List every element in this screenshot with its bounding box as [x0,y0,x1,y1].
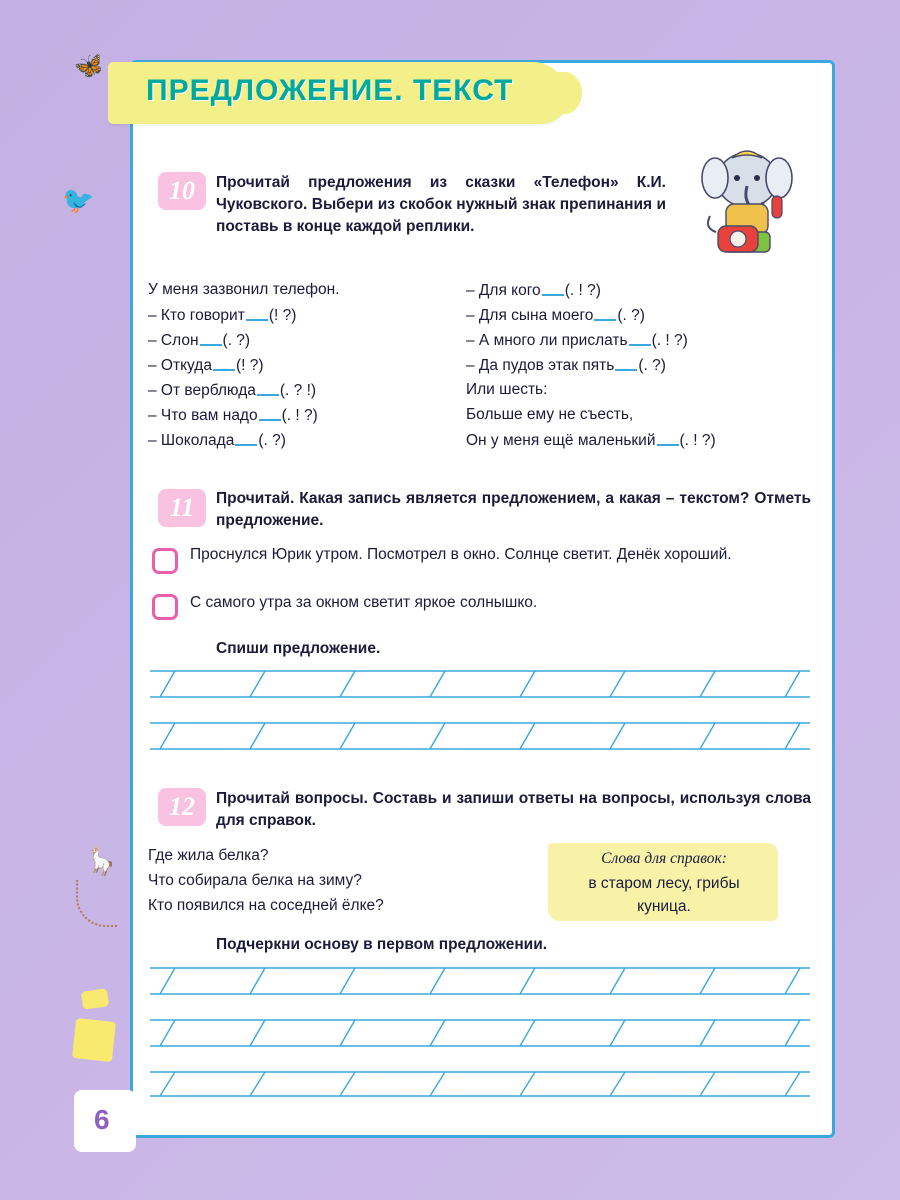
task-10-left-line-2: – Кто говорит (! ?) [148,307,297,324]
checkbox-option-1[interactable] [152,548,178,574]
word-bank-line-1: в старом лесу, грибы [588,875,740,892]
elephant-with-telephone-icon [690,140,805,260]
word-bank-line-2: куница. [637,898,691,915]
task-12-question-1: Где жила белка? [148,847,269,864]
task-12-question-3: Кто появился на соседней ёлке? [148,897,384,914]
task-10-left-line-4: – Откуда (! ?) [148,357,264,374]
task-11-instruction: Прочитай. Какая запись является предложением, а какая – текстом? Отметь предложение. [216,490,811,529]
task-10-left-line-7: – Шоколада (. ?) [148,432,286,449]
task-badge-12: 12 [158,788,206,826]
task-10-right-line-5: Или шесть: [466,381,548,398]
task-10-left-line-1: У меня зазвонил телефон. [148,281,340,298]
dotted-trail-decor [76,880,118,927]
word-bank-title: Слова для справок: [601,850,727,867]
task-10-right-line-4: – Да пудов этак пять (. ?) [466,357,666,374]
task-10-left-line-5: – От верблюда (. ? !) [148,382,317,399]
task-12-question-2: Что собирала белка на зиму? [148,872,362,889]
task-badge-10: 10 [158,172,206,210]
bird-icon: 🐦 [62,185,95,215]
butterfly-icon: 🦋 [71,49,107,84]
page-number-badge [74,1090,136,1152]
task-11-option-2: С самого утра за окном светит яркое солнышко. [190,594,538,611]
task-10-left-line-3: – Слон (. ?) [148,332,251,349]
yellow-shape-small [81,988,109,1009]
task-11-option-1: Проснулся Юрик утром. Посмотрел в окно. Солнце светит. Денёк хороший. [190,546,732,563]
task-12-sub-instruction: Подчеркни основу в первом предложении. [216,936,548,953]
page-number: 6 [94,1104,110,1135]
handwriting-lines-2[interactable] [150,965,810,1100]
task-10-left-line-6: – Что вам надо (. ! ?) [148,407,318,424]
handwriting-lines-1[interactable] [150,668,810,753]
task-10-right-line-1: – Для кого (. ! ?) [466,282,601,299]
task-10-instruction: Прочитай предложения из сказки «Телефон» К.И. Чуковского. Выбери из скобок нужный знак препинания и поставь в конце каждой реплики. [216,174,666,235]
task-10-right-line-3: – А много ли прислать (. ! ?) [466,332,688,349]
task-10-right-line-7: Он у меня ещё маленький (. ! ?) [466,432,716,449]
checkbox-option-2[interactable] [152,594,178,620]
task-12-instruction: Прочитай вопросы. Составь и запиши ответы на вопросы, используя слова для справок. [216,790,811,829]
yellow-shape-large [72,1018,116,1062]
task-10-right-line-6: Больше ему не съесть, [466,406,634,423]
task-badge-11: 11 [158,489,206,527]
task-10-right-line-2: – Для сына моего (. ?) [466,307,645,324]
task-11-sub-instruction: Спиши предложение. [216,640,381,657]
page-title: ПРЕДЛОЖЕНИЕ. ТЕКСТ [146,74,514,107]
dragonfly-icon: 🦙 [82,844,120,881]
